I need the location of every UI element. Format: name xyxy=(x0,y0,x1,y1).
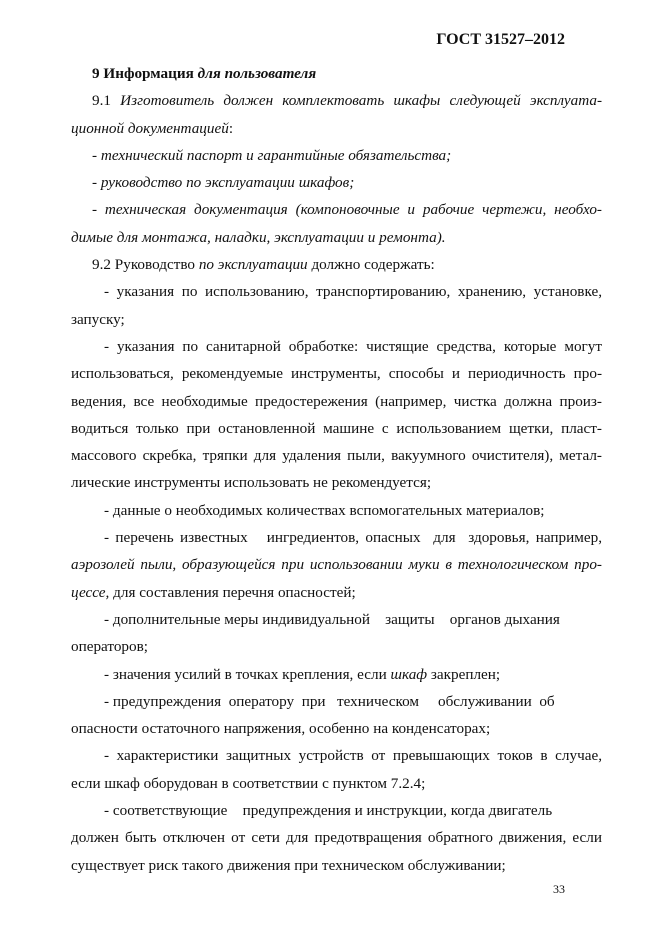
item-d-text-2: аэрозолей пыли, образующейся при использовании муки в технологическом про- xyxy=(71,556,602,574)
item-i-text-3: существует риск такого движения при техническом обслуживании; xyxy=(71,856,506,874)
document-body xyxy=(71,60,602,879)
paragraph-9-1-text-cont: ционной документацией xyxy=(71,119,229,137)
item-i-line-3 xyxy=(71,852,602,879)
item-h-text-1: - характеристики защитных устройств от превышающих токов в случае, xyxy=(104,747,602,765)
item-b-text-1: - указания по санитарной обработке: чистящие средства, которые могут xyxy=(104,337,602,355)
item-g-text-1: - предупреждения оператору при техническом обслуживании об xyxy=(104,692,555,710)
section-heading xyxy=(92,60,602,87)
paragraph-9-2 xyxy=(92,251,602,278)
item-h-line-2 xyxy=(71,770,602,797)
item-b-text-4: водиться только при остановленной машине с использованием щетки, пласт- xyxy=(71,419,602,437)
paragraph-9-1-colon: : xyxy=(228,119,234,137)
item-c-text: - данные о необходимых количествах вспомогательных материалов; xyxy=(104,501,545,519)
item-b-text-5: массового скребка, тряпки для удаления пыли, вакуумного очистителя), метал- xyxy=(71,447,602,465)
item-b-line-5 xyxy=(71,442,602,469)
paragraph-9-1-text: Изготовитель должен комплектовать шкафы следующей эксплуата- xyxy=(120,92,602,110)
item-f-text-pre: - значения усилий в точках крепления, если xyxy=(104,665,387,683)
doc-item-3-text-cont: димые для монтажа, наладки, эксплуатации и ремонта). xyxy=(71,228,446,246)
doc-item-2-text: - руководство по эксплуатации шкафов; xyxy=(92,174,355,192)
item-h-line-1 xyxy=(92,742,602,769)
section-title-italic: для пользователя xyxy=(197,65,317,82)
item-i-text-2: должен быть отключен от сети для предотвращения обратного движения, если xyxy=(71,829,602,847)
item-b-line-4 xyxy=(71,415,602,442)
paragraph-9-2-suffix: должно содержать: xyxy=(311,256,435,274)
item-g-line-1 xyxy=(92,688,602,715)
paragraph-9-2-italic: по эксплуатации xyxy=(198,256,308,274)
item-b-line-3 xyxy=(71,388,602,415)
item-b-text-6: лические инструменты использовать не рекомендуется; xyxy=(71,474,432,492)
item-e-line-1 xyxy=(92,606,602,633)
item-g-line-2 xyxy=(71,715,602,742)
section-number-title: 9 Информация xyxy=(92,65,194,82)
item-d-line-3 xyxy=(71,579,602,606)
item-i-line-2 xyxy=(71,824,602,851)
item-c xyxy=(92,497,602,524)
item-b-line-2 xyxy=(71,360,602,387)
item-d-line-1 xyxy=(92,524,602,551)
item-e-text-1: - дополнительные меры индивидуальной защиты органов дыхания xyxy=(104,610,560,628)
doc-item-3-text: - техническая документация (компоновочные и рабочие чертежи, необхо- xyxy=(92,201,602,219)
item-f-text-italic: шкаф xyxy=(390,665,428,683)
paragraph-9-2-prefix: 9.2 Руководство xyxy=(92,256,196,274)
item-d-text-1: - перечень известных ингредиентов, опасных для здоровья, например, xyxy=(104,529,602,547)
paragraph-9-1-line-1 xyxy=(92,87,602,114)
item-f-text-post: закреплен; xyxy=(430,665,501,683)
doc-item-1 xyxy=(92,142,602,169)
standard-code-header: ГОСТ 31527–2012 xyxy=(436,31,565,48)
paragraph-9-1-number: 9.1 xyxy=(92,92,111,110)
item-h-text-2: если шкаф оборудован в соответствии с пунктом 7.2.4; xyxy=(71,774,426,792)
item-a-line-1 xyxy=(92,278,602,305)
item-a-text-cont: запуску; xyxy=(71,310,125,328)
doc-item-3-line-2 xyxy=(71,224,602,251)
item-b-line-6 xyxy=(71,469,602,496)
item-b-text-2: использоваться, рекомендуемые инструменты, способы и периодичность про- xyxy=(71,365,602,383)
doc-item-3-line-1 xyxy=(92,196,602,223)
item-a-line-2 xyxy=(71,306,602,333)
item-i-line-1 xyxy=(92,797,602,824)
doc-item-1-text: - технический паспорт и гарантийные обязательства; xyxy=(92,146,452,164)
item-e-line-2 xyxy=(71,633,602,660)
page-number: 33 xyxy=(553,882,565,896)
doc-item-2 xyxy=(92,169,602,196)
item-b-line-1 xyxy=(92,333,602,360)
item-i-text-1: - соответствующие предупреждения и инструкции, когда двигатель xyxy=(104,802,553,820)
item-f xyxy=(92,661,602,688)
item-b-text-3: ведения, все необходимые предостережения (например, чистка должна произ- xyxy=(71,392,602,410)
item-e-text-2: операторов; xyxy=(71,638,149,656)
paragraph-9-1-line-2 xyxy=(71,115,602,142)
item-d-text-3: для составления перечня опасностей; xyxy=(113,583,356,601)
item-d-text-3-italic: цессе, xyxy=(71,583,110,601)
item-d-line-2 xyxy=(71,551,602,578)
item-a-text: - указания по использованию, транспортированию, хранению, установке, xyxy=(104,283,602,301)
item-g-text-2: опасности остаточного напряжения, особенно на конденсаторах; xyxy=(71,720,491,738)
